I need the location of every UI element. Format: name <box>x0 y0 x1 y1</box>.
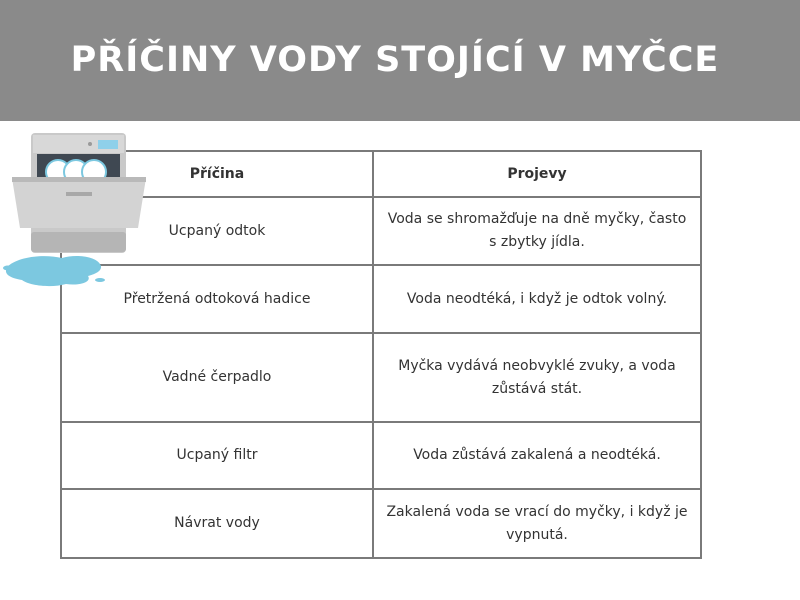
door-handle <box>66 192 92 196</box>
causes-table <box>60 150 702 559</box>
symptom-cell: Voda neodtéká, i když je odtok volný. <box>373 265 701 333</box>
cause-cell: Přetržená odtoková hadice <box>61 265 373 333</box>
cause-cell: Ucpaný filtr <box>61 422 373 489</box>
cause-cell: Vadné čerpadlo <box>61 333 373 422</box>
water-puddle <box>6 256 101 286</box>
table-row <box>61 265 701 333</box>
table-row <box>61 197 701 265</box>
header-symptoms: Projevy <box>373 151 701 197</box>
causes-table-container <box>60 150 700 557</box>
table-row <box>61 489 701 558</box>
page-title: PŘÍČINY VODY STOJÍCÍ V MYČCE <box>70 40 720 80</box>
symptom-cell: Zakalená voda se vrací do myčky, i když je vypnutá. <box>373 489 701 558</box>
table-header-row <box>61 151 701 197</box>
dishwasher-door <box>12 178 146 228</box>
control-knob <box>88 142 92 146</box>
cause-cell: Ucpaný odtok <box>61 197 373 265</box>
water-drop <box>3 266 13 271</box>
cause-cell: Návrat vody <box>61 489 373 558</box>
table-row <box>61 333 701 422</box>
symptom-cell: Voda zůstává zakalená a neodtéká. <box>373 422 701 489</box>
header-cause: Příčina <box>61 151 373 197</box>
water-drop <box>95 278 105 282</box>
table-row <box>61 422 701 489</box>
door-edge <box>12 177 146 182</box>
page-header <box>0 0 800 121</box>
dishwasher-icon <box>0 128 150 293</box>
display <box>98 140 118 149</box>
dishwasher-base <box>31 232 126 252</box>
symptom-cell: Myčka vydává neobvyklé zvuky, a voda zůstává stát. <box>373 333 701 422</box>
symptom-cell: Voda se shromažďuje na dně myčky, často s zbytky jídla. <box>373 197 701 265</box>
